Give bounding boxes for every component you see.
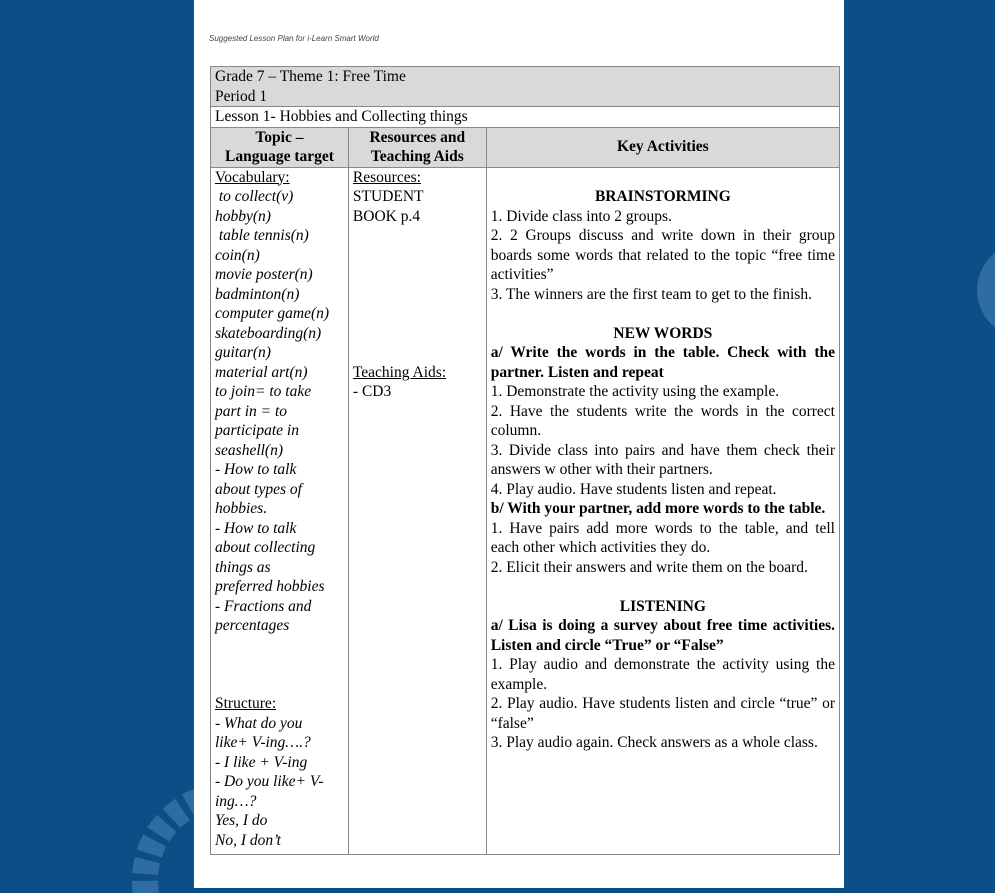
resources-cell bbox=[348, 167, 486, 854]
vocab-item: about types of bbox=[215, 480, 302, 498]
decorative-circle-right bbox=[965, 250, 995, 330]
vocab-item: things as bbox=[215, 558, 271, 576]
teaching-aids-item: - CD3 bbox=[352, 383, 392, 400]
structure-item: Yes, I do bbox=[215, 812, 268, 829]
vocab-item: badminton(n) bbox=[215, 285, 300, 303]
structure-item: - I like + V-ing bbox=[215, 753, 308, 771]
activity-line: 1. Have pairs add more words to the table, and tell each other which activities they do. bbox=[490, 519, 835, 556]
vocab-item: coin(n) bbox=[215, 246, 260, 264]
lesson-title: Lesson 1- Hobbies and Collecting things bbox=[211, 107, 840, 128]
structure-item: like+ V-ing….? bbox=[215, 734, 311, 751]
vocab-item: movie poster(n) bbox=[215, 266, 313, 283]
structure-item: - What do you bbox=[215, 714, 303, 732]
vocab-item: guitar(n) bbox=[215, 344, 271, 361]
vocabulary-heading: Vocabulary: bbox=[215, 168, 290, 186]
vocab-item: material art(n) bbox=[215, 363, 308, 381]
grade-row bbox=[211, 67, 840, 107]
vocab-item: part in = to bbox=[215, 402, 288, 420]
vocab-item: preferred hobbies bbox=[215, 578, 325, 595]
vocab-item: participate in bbox=[215, 422, 299, 439]
brainstorming-title: BRAINSTORMING bbox=[594, 188, 731, 205]
structure-item: - Do you like+ V- bbox=[215, 773, 324, 790]
structure-item: No, I don’t bbox=[215, 831, 281, 849]
vocab-item: percentages bbox=[215, 617, 290, 634]
header-note: Suggested Lesson Plan for i-Learn Smart World bbox=[209, 34, 379, 43]
grade-theme: Grade 7 – Theme 1: Free Time bbox=[215, 68, 406, 85]
vocab-item: - How to talk bbox=[215, 519, 297, 537]
lesson-plan-page bbox=[194, 0, 844, 888]
col-header-activities: Key Activities bbox=[486, 127, 839, 167]
activity-line: 1. Play audio and demonstrate the activity using the example. bbox=[490, 656, 835, 693]
vocab-item: - Fractions and bbox=[215, 597, 312, 615]
teaching-aids-heading: Teaching Aids: bbox=[352, 363, 447, 381]
vocab-item: table tennis(n) bbox=[215, 227, 309, 244]
new-words-task-a: a/ Write the words in the table. Check with the partner. Listen and repeat bbox=[490, 344, 835, 381]
structure-item: ing…? bbox=[215, 792, 257, 810]
structure-heading: Structure: bbox=[215, 695, 277, 712]
activity-line: 2. Have the students write the words in the correct column. bbox=[490, 402, 835, 439]
activity-line: 3. The winners are the first team to get to the finish. bbox=[490, 285, 812, 303]
activity-line: 2. Elicit their answers and write them on the board. bbox=[490, 558, 808, 576]
column-header-row bbox=[211, 127, 840, 167]
activity-line: 2. Play audio. Have students listen and circle “true” or “false” bbox=[490, 695, 835, 732]
structure-list bbox=[215, 714, 344, 851]
lesson-plan-table bbox=[210, 66, 840, 855]
topic-cell bbox=[211, 167, 349, 854]
resources-heading: Resources: bbox=[352, 168, 421, 186]
content-row bbox=[211, 167, 840, 854]
vocab-item: hobby(n) bbox=[215, 207, 271, 225]
col-header-resources: Resources and Teaching Aids bbox=[348, 127, 486, 167]
activity-line: 1. Divide class into 2 groups. bbox=[490, 207, 672, 225]
listening-title: LISTENING bbox=[619, 597, 706, 615]
vocab-item: about collecting bbox=[215, 539, 316, 556]
activity-line: 3. Play audio again. Check answers as a whole class. bbox=[490, 734, 818, 751]
vocab-item: to collect(v) bbox=[215, 188, 294, 205]
resources-line: BOOK p.4 bbox=[352, 207, 421, 225]
activities-cell bbox=[486, 167, 839, 854]
lesson-row bbox=[211, 107, 840, 128]
vocab-item: - How to talk bbox=[215, 461, 297, 478]
vocab-item: to join= to take bbox=[215, 383, 312, 400]
activity-line: 2. 2 Groups discuss and write down in their group boards some words that related to the topic “free time activities” bbox=[490, 227, 835, 283]
new-words-task-b: b/ With your partner, add more words to the table. bbox=[490, 500, 826, 517]
vocab-item: seashell(n) bbox=[215, 441, 284, 459]
resources-line: STUDENT bbox=[352, 188, 424, 205]
vocab-item: skateboarding(n) bbox=[215, 324, 322, 342]
activity-line: 1. Demonstrate the activity using the example. bbox=[490, 383, 780, 400]
new-words-title: NEW WORDS bbox=[613, 324, 713, 342]
vocab-list bbox=[215, 187, 344, 636]
period: Period 1 bbox=[215, 87, 268, 105]
activity-line: 4. Play audio. Have students listen and repeat. bbox=[490, 480, 777, 498]
activity-line: 3. Divide class into pairs and have them check their answers w other with their partners. bbox=[490, 441, 835, 478]
vocab-item: hobbies. bbox=[215, 500, 268, 517]
vocab-item: computer game(n) bbox=[215, 305, 330, 322]
listening-task-a: a/ Lisa is doing a survey about free time activities. Listen and circle “True” or “False” bbox=[490, 617, 835, 654]
col-header-topic: Topic – Language target bbox=[211, 127, 349, 167]
